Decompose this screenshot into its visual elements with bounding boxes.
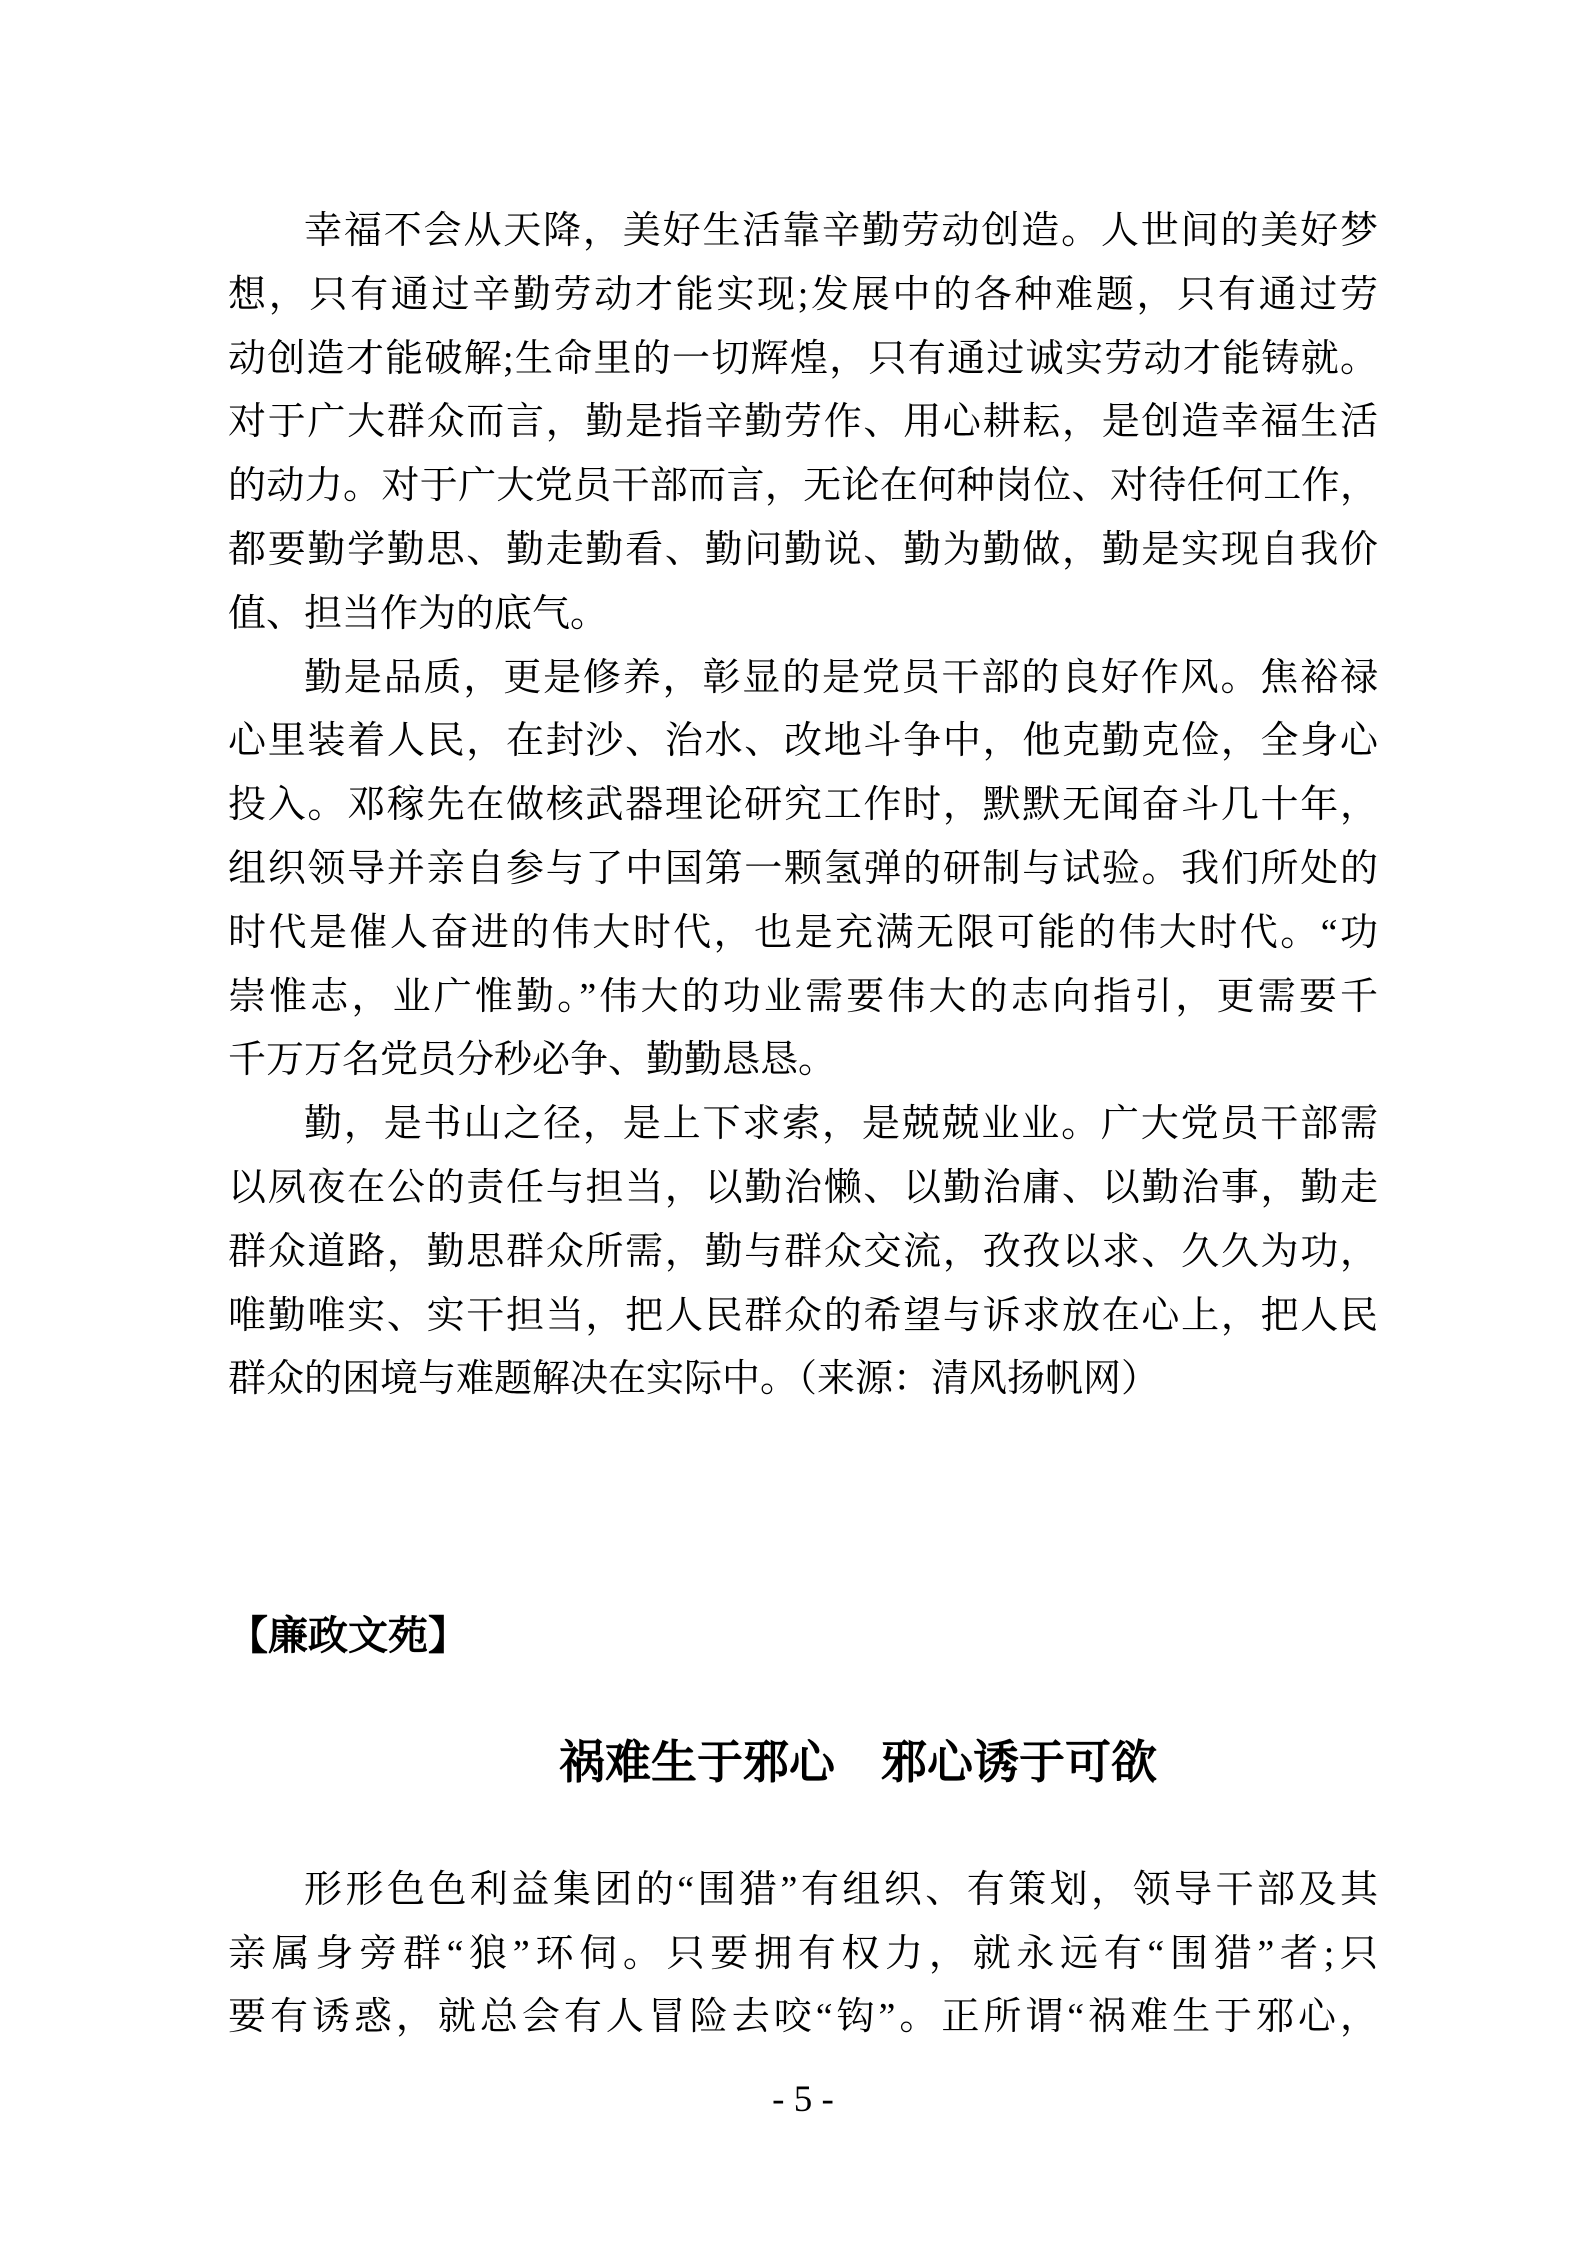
text-line: 时代是催人奋进的伟大时代，也是充满无限可能的伟大时代。“功 [228,911,1378,954]
text-line: 对于广大群众而言，勤是指辛勤劳作、用心耕耘，是创造幸福生活 [228,401,1378,444]
text-line: 形形色色利益集团的“围猎”有组织、有策划，领导干部及其 [304,1868,1378,1911]
paragraph [228,1859,1378,2050]
text-block [228,200,1378,2050]
text-line: 唯勤唯实、实干担当，把人民群众的希望与诉求放在心上，把人民 [228,1294,1378,1337]
text-line: 幸福不会从天降，美好生活靠辛勤劳动创造。人世间的美好梦 [304,210,1378,252]
text-line: 投入。邓稼先在做核武器理论研究工作时，默默无闻奋斗几十年， [228,784,1378,827]
text-line: 动创造才能破解;生命里的一切辉煌，只有通过诚实劳动才能铸就。 [228,337,1378,380]
text-line: 千万万名党员分秒必争、勤勤恳恳。 [228,1039,837,1082]
page-number: - 5 - [772,2079,834,2120]
paragraph [228,1093,1378,1412]
text-line: 以夙夜在公的责任与担当，以勤治懒、以勤治庸、以勤治事，勤走 [228,1166,1378,1209]
text-line: 想，只有通过辛勤劳动才能实现;发展中的各种难题，只有通过劳 [228,273,1378,316]
text-line: 值、担当作为的底气。 [228,592,609,635]
text-line: 都要勤学勤思、勤走勤看、勤问勤说、勤为勤做，勤是实现自我价 [228,528,1378,571]
text-line: 亲属身旁群“狼”环伺。只要拥有权力，就永远有“围猎”者;只 [228,1932,1378,1975]
text-line: 组织领导并亲自参与了中国第一颗氢弹的研制与试验。我们所处的 [228,847,1378,890]
paragraph [228,647,1378,1094]
vertical-gap [228,1795,1378,1859]
text-line: 群众道路，勤思群众所需，勤与群众交流，孜孜以求、久久为功， [228,1230,1378,1273]
article-title: 祸难生于邪心 邪心诱于可欲 [559,1737,1157,1789]
text-line: 勤，是书山之径，是上下求索，是兢兢业业。广大党员干部需 [304,1103,1378,1146]
text-line: 心里装着人民，在封沙、治水、改地斗争中，他克勤克俭，全身心 [228,720,1378,763]
section-header: 【廉政文苑】 [228,1612,468,1658]
vertical-gap [228,1667,1378,1731]
text-line: 群众的困境与难题解决在实际中。（来源：清风扬帆网） [228,1358,1160,1401]
text-line: 勤是品质，更是修养，彰显的是党员干部的良好作风。焦裕禄 [304,656,1378,699]
paragraph [228,200,1378,647]
text-line: 要有诱惑，就总会有人冒险去咬“钩”。正所谓“祸难生于邪心， [228,1996,1378,2039]
vertical-gap [228,1412,1378,1603]
text-line: 崇惟志，业广惟勤。”伟大的功业需要伟大的志向指引，更需要千 [228,975,1378,1018]
text-line: 的动力。对于广大党员干部而言，无论在何种岗位、对待任何工作， [228,465,1378,508]
